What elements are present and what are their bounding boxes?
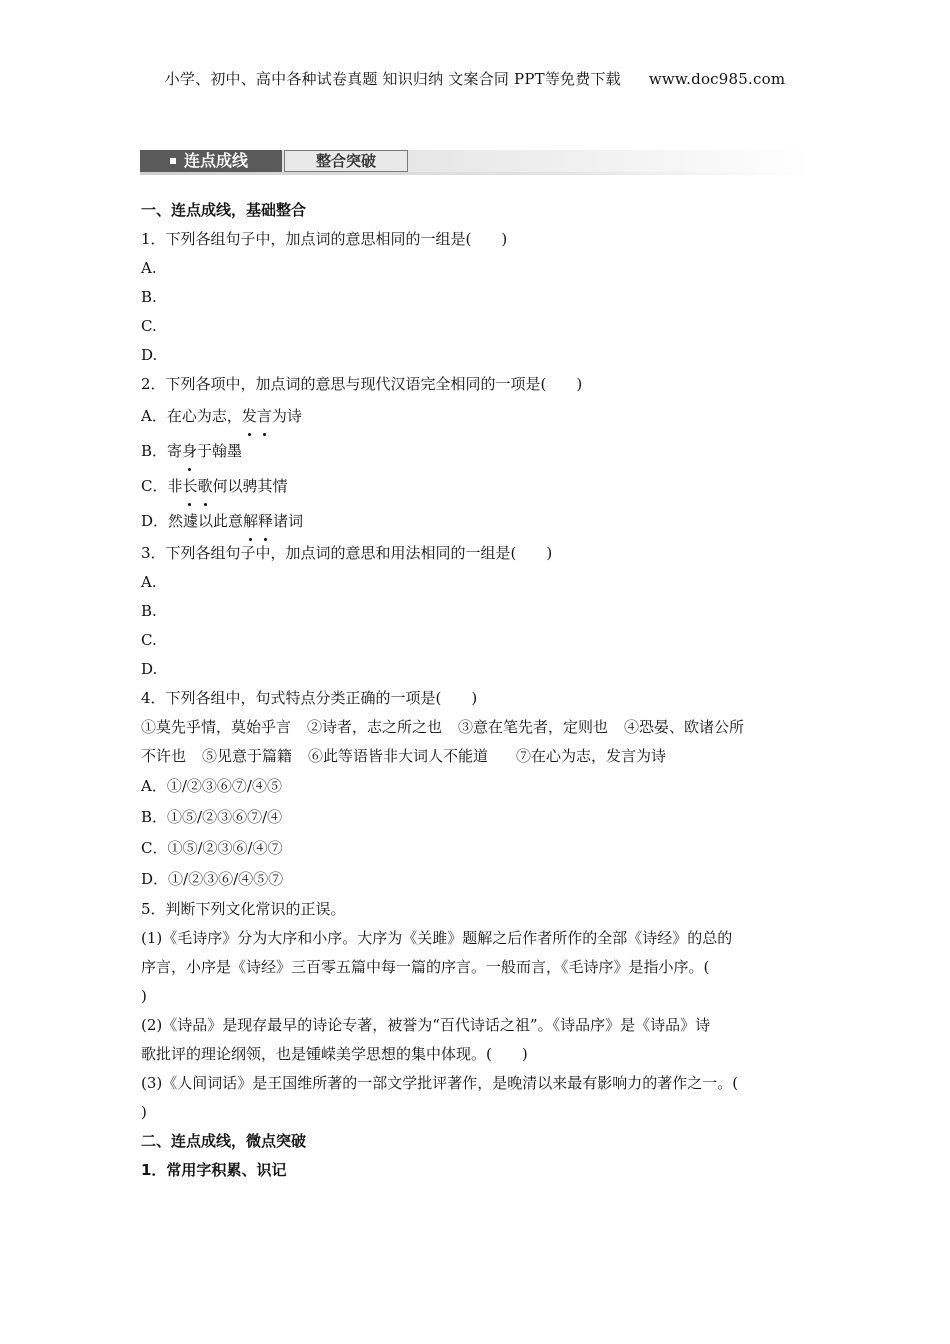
q5-item1-line3: ): [141, 987, 147, 1005]
q3-option-c: C.: [141, 631, 157, 649]
q3-stem: 3．下列各组句子中，加点词的意思和用法相同的一组是( ): [141, 544, 553, 562]
q4-item-4: ④恐晏、欧诸公所: [624, 718, 745, 736]
q5-item1-line1: (1)《毛诗序》分为大序和小序。大序为《关雎》题解之后作者所作的全部《诗经》的总的: [141, 929, 733, 947]
q2-a-dotted-2: 言: [257, 399, 272, 434]
q5-item3-line1: (3)《人间词话》是王国维所著的一部文学批评著作，是晚清以来最有影响力的著作之一。(: [141, 1074, 739, 1092]
banner-underline: [140, 172, 809, 175]
q2-option-b: [141, 434, 811, 469]
q4-option-a: A．①/②③⑥⑦/④⑤: [141, 777, 282, 795]
q4-option-c: C．①⑤/②③⑥/④⑦: [141, 839, 283, 857]
q2-c-dotted-2: 歌: [198, 469, 213, 504]
q5-item2-line1: (2)《诗品》是现存最早的诗论专著，被誉为“百代诗话之祖”。《诗品序》是《诗品》诗: [141, 1016, 711, 1034]
q5-item1-line2: 序言，小序是《诗经》三百零五篇中每一篇的序言。一般而言，《毛诗序》是指小序。(: [141, 958, 710, 976]
q1-option-b: B.: [141, 288, 157, 306]
q2-option-a: [141, 399, 811, 434]
q2-a-text-end: 为诗: [271, 407, 302, 425]
header-site[interactable]: www.doc985.com: [648, 70, 786, 88]
q4-item-3: ③意在笔先者，定则也: [458, 718, 609, 736]
q1-option-c: C.: [141, 317, 157, 335]
q4-items-line2: [141, 742, 811, 771]
section2-heading: 二、连点成线，微点突破: [141, 1132, 307, 1150]
section-banner: [140, 150, 809, 182]
q2-option-d: [141, 504, 811, 539]
q3-option-a: A.: [141, 573, 157, 591]
q2-d-text-end: 诸词: [273, 512, 304, 530]
q4-item-1: ①莫先乎情，莫始乎言: [141, 718, 292, 736]
q4-item-6: ⑥此等语皆非大词人不能道: [308, 747, 489, 765]
q5-item3-line2: ): [141, 1103, 147, 1121]
q2-a-dotted-1: 发: [242, 399, 257, 434]
q4-stem: 4．下列各组中，句式特点分类正确的一项是( ): [141, 689, 478, 707]
q2-option-c: [141, 469, 811, 504]
q1-stem: 1．下列各组句子中，加点词的意思相同的一组是( ): [141, 230, 508, 248]
q3-option-d: D.: [141, 660, 158, 678]
document-body: [141, 196, 811, 1185]
q1-option-d: D.: [141, 346, 158, 364]
q5-stem: 5．判断下列文化常识的正误。: [141, 900, 346, 918]
q2-d-dotted-1: 解: [243, 504, 258, 539]
q4-item-4-cont: 不许也: [141, 747, 187, 765]
q2-d-dotted-2: 释: [258, 504, 273, 539]
q4-items-line1: [141, 713, 811, 742]
page-header: [0, 68, 950, 89]
q5-item2-line2: 歌批评的理论纲领，也是锺嵘美学思想的集中体现。( ): [141, 1045, 528, 1063]
q4-item-7: ⑦在心为志，发言为诗: [516, 747, 667, 765]
q2-b-text-end: 于翰墨: [197, 442, 243, 460]
q2-c-dotted-1: 长: [182, 469, 197, 504]
q2-stem: 2．下列各项中，加点词的意思与现代汉语完全相同的一项是( ): [141, 375, 583, 393]
q2-b-text: B．寄: [141, 442, 183, 460]
banner-title-box: [140, 150, 282, 172]
banner-subtitle: 整合突破: [284, 150, 408, 172]
banner-title: 连点成线: [184, 151, 249, 170]
q4-option-d: D．①/②③⑥/④⑤⑦: [141, 870, 284, 888]
q2-b-dotted-1: 身: [182, 434, 197, 469]
q4-item-5: ⑤见意于篇籍: [202, 747, 293, 765]
q3-option-b: B.: [141, 602, 157, 620]
q2-d-text: D．然遽以此意: [141, 512, 244, 530]
square-bullet-icon: [170, 158, 176, 164]
q4-option-b: B．①⑤/②③⑥⑦/④: [141, 808, 283, 826]
q4-item-2: ②诗者，志之所之也: [307, 718, 443, 736]
section1-heading: 一、连点成线，基础整合: [141, 201, 307, 219]
q2-a-text: A．在心为志，: [141, 407, 242, 425]
q2-c-text-end: 何以骋其情: [212, 477, 288, 495]
section2-sub1: 1．常用字积累、识记: [141, 1161, 287, 1179]
q2-c-text: C．非: [141, 477, 183, 495]
header-text: 小学、初中、高中各种试卷真题 知识归纳 文案合同 PPT等免费下载: [164, 70, 621, 88]
q1-option-a: A.: [141, 259, 157, 277]
